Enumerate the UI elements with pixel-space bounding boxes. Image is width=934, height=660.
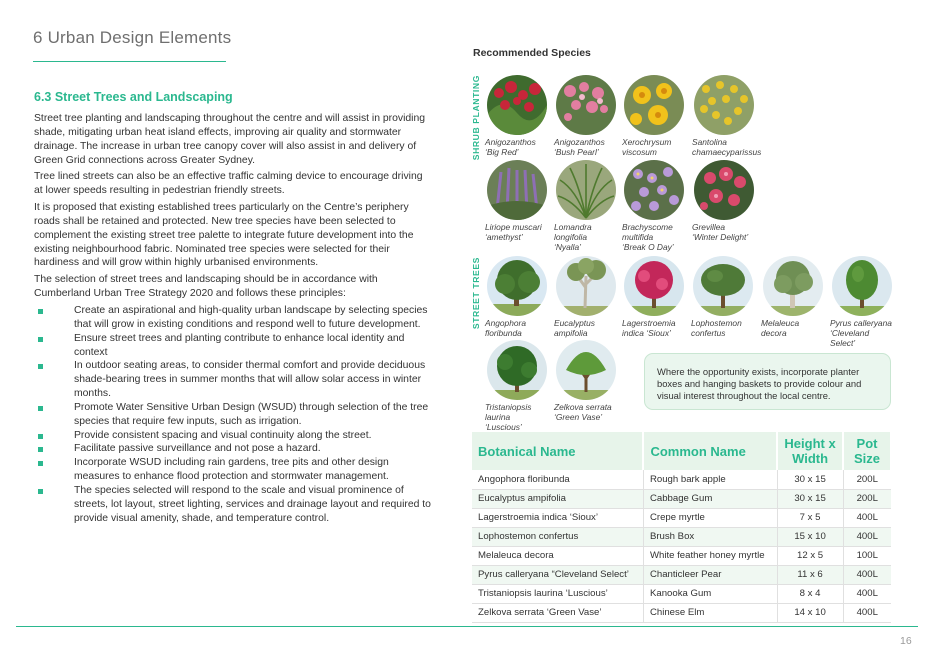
brush-box-tree-icon: [693, 256, 753, 316]
list-item-text: In outdoor seating areas, to consider thermal comfort and provide deciduous shade-bearing trees in summer months that will allow solar access in winter months.: [74, 360, 426, 400]
cell-botanical: Angophora floribunda: [472, 470, 643, 489]
paragraph: Street tree planting and landscaping throughout the centre and will assist in providing shade, mitigating urban heat island effects, improving air quality and stormwater drainage. The increase in urban tree canopy cover will also assist in and delivery of Green Grid connections across Greater Sydney.: [34, 113, 426, 166]
species-card: [554, 340, 626, 422]
species-caption: Eucalyptus ampifolia: [554, 318, 595, 339]
bullet-square-icon: [38, 364, 43, 369]
list-item-text: Create an aspirational and high-quality urban landscape by selecting species that will grow in existing conditions and respond well to future development.: [74, 304, 428, 330]
list-item-text: Facilitate passive surveillance and not pose a hazard.: [74, 443, 321, 455]
cell-pot: 400L: [843, 603, 891, 622]
species-caption: Liriope muscari ‘amethyst’: [485, 222, 542, 243]
cell-common: Brush Box: [643, 527, 777, 546]
species-card: [622, 75, 694, 157]
paperbark-tree-icon: [763, 256, 823, 316]
cell-common: Chanticleer Pear: [643, 565, 777, 584]
table-row: [472, 565, 891, 584]
column-header-botanical: Botanical Name: [472, 432, 643, 470]
cell-common: Kanooka Gum: [643, 584, 777, 603]
column-header-pot-size: Pot Size: [843, 432, 891, 470]
table-row: [472, 584, 891, 603]
cell-size: 7 x 5: [777, 508, 843, 527]
cell-pot: 400L: [843, 584, 891, 603]
cell-common: Rough bark apple: [643, 470, 777, 489]
species-caption: Grevillea ‘Winter Delight’: [692, 222, 749, 243]
footer-rule: [16, 626, 918, 627]
species-card: [485, 256, 557, 338]
paragraph: The selection of street trees and landscaping should be in accordance with Cumberland Urban Tree Strategy 2020 and follows these principles:: [34, 274, 378, 300]
cell-size: 11 x 6: [777, 565, 843, 584]
species-card: [691, 256, 763, 338]
mauve-daisy-icon: [624, 160, 684, 220]
species-caption: Xerochrysum viscosum: [622, 137, 672, 158]
cell-botanical: Melaleuca decora: [472, 546, 643, 565]
yellow-daisy-icon: [624, 75, 684, 135]
table-row: [472, 508, 891, 527]
cell-size: 14 x 10: [777, 603, 843, 622]
cell-size: 8 x 4: [777, 584, 843, 603]
list-item-text: Provide consistent spacing and visual continuity along the street.: [74, 429, 372, 441]
list-item-text: Incorporate WSUD including rain gardens, tree pits and other design measures to enhance flood protection and stormwater management.: [74, 457, 389, 483]
cell-size: 30 x 15: [777, 470, 843, 489]
list-item: [34, 442, 434, 456]
species-card: [761, 256, 833, 338]
cell-common: Cabbage Gum: [643, 489, 777, 508]
list-item: [34, 429, 434, 443]
yellow-button-flower-icon: [694, 75, 754, 135]
list-item-text: Ensure street trees and planting contribute to enhance local identity and context: [74, 332, 405, 358]
cell-pot: 200L: [843, 489, 891, 508]
chapter-title: 6 Urban Design Elements: [33, 28, 232, 47]
bullet-square-icon: [38, 461, 43, 466]
cell-pot: 200L: [843, 470, 891, 489]
species-table: [472, 432, 892, 623]
list-item-text: Promote Water Sensitive Urban Design (WSUD) through selection of the tree species that require few inputs, such as irrigation.: [74, 401, 429, 427]
pink-grevillea-icon: [694, 160, 754, 220]
pink-flower-plant-icon: [556, 75, 616, 135]
cell-botanical: Zelkova serrata ‘Green Vase’: [472, 603, 643, 622]
species-caption: Lomandra longifolia ‘Nyalla’: [554, 222, 592, 253]
species-caption: Lagerstroemia indica ‘Sioux’: [622, 318, 676, 339]
table-row: [472, 489, 891, 508]
species-card: [622, 160, 694, 253]
broad-tree-icon: [487, 256, 547, 316]
list-item: [34, 401, 434, 429]
elm-tree-icon: [556, 340, 616, 400]
principles-list: [34, 304, 434, 526]
cell-common: Crepe myrtle: [643, 508, 777, 527]
page-number: 16: [900, 635, 912, 647]
cell-common: White feather honey myrtle: [643, 546, 777, 565]
species-caption: Tristaniopsis laurina ‘Luscious’: [485, 402, 532, 433]
chapter-title-rule: [33, 61, 226, 62]
pear-tree-icon: [832, 256, 892, 316]
grass-tussock-icon: [556, 160, 616, 220]
purple-spike-flower-icon: [487, 160, 547, 220]
species-caption: Zelkova serrata ‘Green Vase’: [554, 402, 612, 423]
red-flower-plant-icon: [487, 75, 547, 135]
cell-botanical: Pyrus calleryana “Cleveland Select’: [472, 565, 643, 584]
list-item: [34, 332, 434, 360]
species-caption: Brachyscome multifida ‘Break O Day’: [622, 222, 674, 253]
table-row: [472, 603, 891, 622]
list-item-text: The species selected will respond to the scale and visual prominence of streets, lot layout, street lighting, services and drainage layout and required to provide visual amenity, shade, and temperature control.: [74, 484, 431, 524]
species-caption: Anigozanthos ‘Bush Pearl’: [554, 137, 605, 158]
species-caption: Angophora floribunda: [485, 318, 526, 339]
species-card: [830, 256, 902, 349]
planter-callout: Where the opportunity exists, incorporate planter boxes and hanging baskets to provide colour and visual interest throughout the local centre.: [644, 353, 891, 410]
bullet-square-icon: [38, 447, 43, 452]
list-item: [34, 456, 434, 484]
paragraph: Tree lined streets can also be an effective traffic calming device to encourage driving at lower speeds resulting in pedestrian friendly streets.: [34, 171, 423, 197]
cell-botanical: Tristaniopsis laurina ‘Luscious’: [472, 584, 643, 603]
species-caption: Santolina chamaecyparissus: [692, 137, 762, 158]
table-header-row: [472, 432, 891, 470]
cell-pot: 400L: [843, 508, 891, 527]
species-card: [485, 160, 557, 242]
recommended-species-heading: Recommended Species: [473, 47, 591, 59]
cell-size: 30 x 15: [777, 489, 843, 508]
table-row: [472, 470, 891, 489]
species-card: [554, 256, 626, 338]
bullet-square-icon: [38, 434, 43, 439]
eucalyptus-tree-icon: [556, 256, 616, 316]
street-trees-label: STREET TREES: [471, 257, 481, 330]
cell-botanical: Lophostemon confertus: [472, 527, 643, 546]
crepe-myrtle-tree-icon: [624, 256, 684, 316]
bullet-square-icon: [38, 489, 43, 494]
species-card: [622, 256, 694, 338]
cell-common: Chinese Elm: [643, 603, 777, 622]
shrub-planting-label: SHRUB PLANTING: [471, 75, 481, 161]
cell-botanical: Eucalyptus ampifolia: [472, 489, 643, 508]
species-card: [554, 75, 626, 157]
bullet-square-icon: [38, 337, 43, 342]
column-header-height-width: Height x Width: [777, 432, 843, 470]
cell-size: 15 x 10: [777, 527, 843, 546]
paragraph: It is proposed that existing established trees particularly on the Centre’s periphery roads shall be retained and protected. New tree species have been selected to complement the existing street tree palette to integrate future development into the existing neighbourhood fabric. Nominated tree species were selected for their hardiness and will grow within highly urbanised environments.: [34, 202, 414, 269]
list-item: [34, 304, 434, 332]
species-caption: Pyrus calleryana ‘Cleveland Select’: [830, 318, 892, 349]
column-header-common: Common Name: [643, 432, 777, 470]
species-card: [692, 75, 764, 157]
species-card: [692, 160, 764, 242]
table-row: [472, 527, 891, 546]
cell-botanical: Lagerstroemia indica ‘Sioux’: [472, 508, 643, 527]
species-caption: Melaleuca decora: [761, 318, 800, 339]
cell-pot: 400L: [843, 527, 891, 546]
cell-size: 12 x 5: [777, 546, 843, 565]
section-heading: 6.3 Street Trees and Landscaping: [34, 90, 233, 104]
street-trees-section: [34, 90, 434, 525]
species-caption: Lophostemon confertus: [691, 318, 742, 339]
list-item: [34, 484, 434, 526]
bullet-square-icon: [38, 406, 43, 411]
species-card: [485, 75, 557, 157]
kanooka-tree-icon: [487, 340, 547, 400]
list-item: [34, 359, 434, 401]
species-card: [485, 340, 557, 433]
cell-pot: 400L: [843, 565, 891, 584]
table-row: [472, 546, 891, 565]
cell-pot: 100L: [843, 546, 891, 565]
species-card: [554, 160, 626, 253]
bullet-square-icon: [38, 309, 43, 314]
species-caption: Anigozanthos ‘Big Red’: [485, 137, 536, 158]
